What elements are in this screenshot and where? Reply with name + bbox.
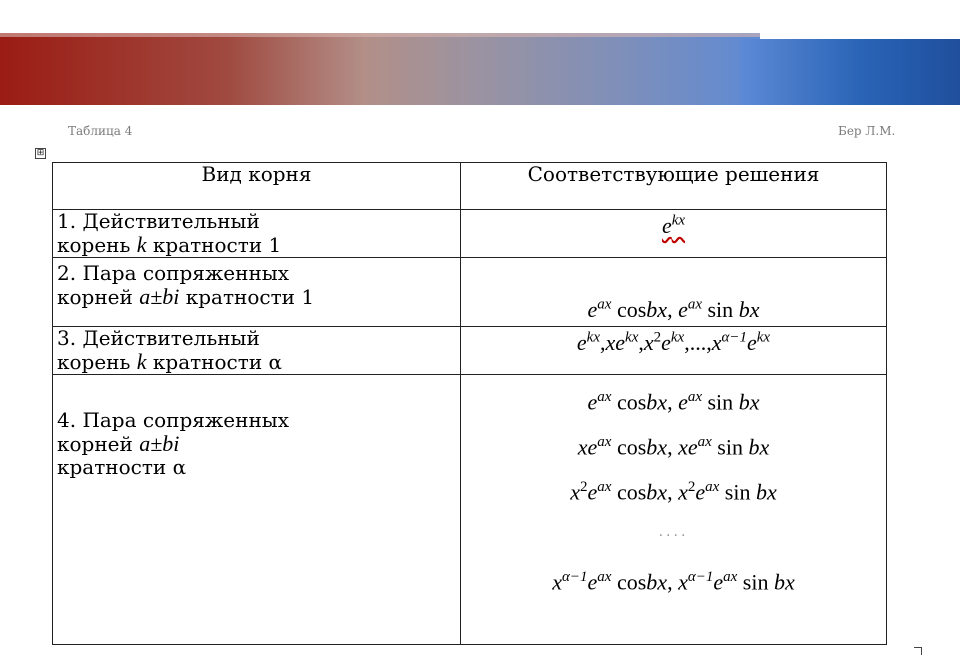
- table-label: Таблица 4: [68, 124, 133, 138]
- root-text: кратности 1: [146, 233, 282, 257]
- root-text: 1. Действительный: [57, 209, 260, 233]
- root-cell-1[interactable]: [53, 210, 461, 258]
- table-resize-handle[interactable]: [914, 647, 922, 655]
- root-text: кратности α: [146, 350, 283, 374]
- root-text: корней: [57, 285, 140, 309]
- root-cell-4[interactable]: [53, 375, 461, 645]
- table-row: [53, 375, 887, 645]
- root-text: корней: [57, 432, 140, 456]
- solution-cell-1[interactable]: [461, 210, 887, 258]
- solution-formula: $e^{ax}$ cosbx, $e^{ax}$ sin bx: [587, 296, 760, 322]
- solution-formula: $e^{kx}$: [661, 213, 686, 239]
- solution-cell-3[interactable]: [461, 327, 887, 375]
- header-cell-solution[interactable]: [461, 163, 887, 210]
- header-solution-label: Соответствующие решения: [527, 162, 820, 186]
- root-text: корень: [57, 233, 137, 257]
- solution-formula: $e^{kx},xe^{kx},x^2e^{kx},...,x^{\alpha-1}e^{kx}$: [576, 330, 771, 356]
- root-variable: k: [136, 349, 147, 374]
- root-text: кратности 1: [179, 285, 315, 309]
- table-row: [53, 210, 887, 258]
- root-cell-3[interactable]: [53, 327, 461, 375]
- solution-formula: $xe^{ax}$ cosbx, $xe^{ax}$ sin bx: [577, 434, 770, 460]
- solution-formula: $x^2e^{ax}$ cosbx, $x^2e^{ax}$ sin bx: [570, 479, 777, 505]
- author-label: Бер Л.М.: [838, 124, 896, 138]
- root-text: 2. Пара сопряженных: [57, 261, 289, 285]
- table-row: [53, 327, 887, 375]
- table-row: [53, 258, 887, 327]
- solution-cell-2[interactable]: [461, 258, 887, 327]
- solution-cell-4[interactable]: [461, 375, 887, 645]
- ellipsis-dots: ....: [658, 524, 689, 540]
- header-root-label: Вид корня: [201, 162, 312, 186]
- banner-blue-block: [740, 39, 960, 105]
- root-variable: k: [136, 232, 147, 257]
- solution-formula: $e^{ax}$ cosbx, $e^{ax}$ sin bx: [587, 389, 760, 415]
- root-text: 3. Действительный: [57, 326, 260, 350]
- banner-gradient: [0, 33, 760, 105]
- solution-formula: $x^{\alpha-1}e^{ax}$ cosbx, $x^{\alpha-1}e^{ax}$ sin bx: [552, 569, 795, 595]
- root-variable: a±bi: [139, 431, 180, 456]
- roots-solutions-table: [52, 162, 887, 645]
- header-cell-root[interactable]: [53, 163, 461, 210]
- table-header-row: [53, 163, 887, 210]
- root-text: 4. Пара сопряженных: [57, 408, 289, 432]
- banner-highlight: [0, 33, 760, 37]
- root-cell-2[interactable]: [53, 258, 461, 327]
- root-text: кратности α: [57, 455, 187, 479]
- table-move-handle[interactable]: ⊞: [36, 148, 45, 158]
- root-text: корень: [57, 350, 137, 374]
- header-banner: [0, 33, 960, 105]
- root-variable: a±bi: [139, 284, 180, 309]
